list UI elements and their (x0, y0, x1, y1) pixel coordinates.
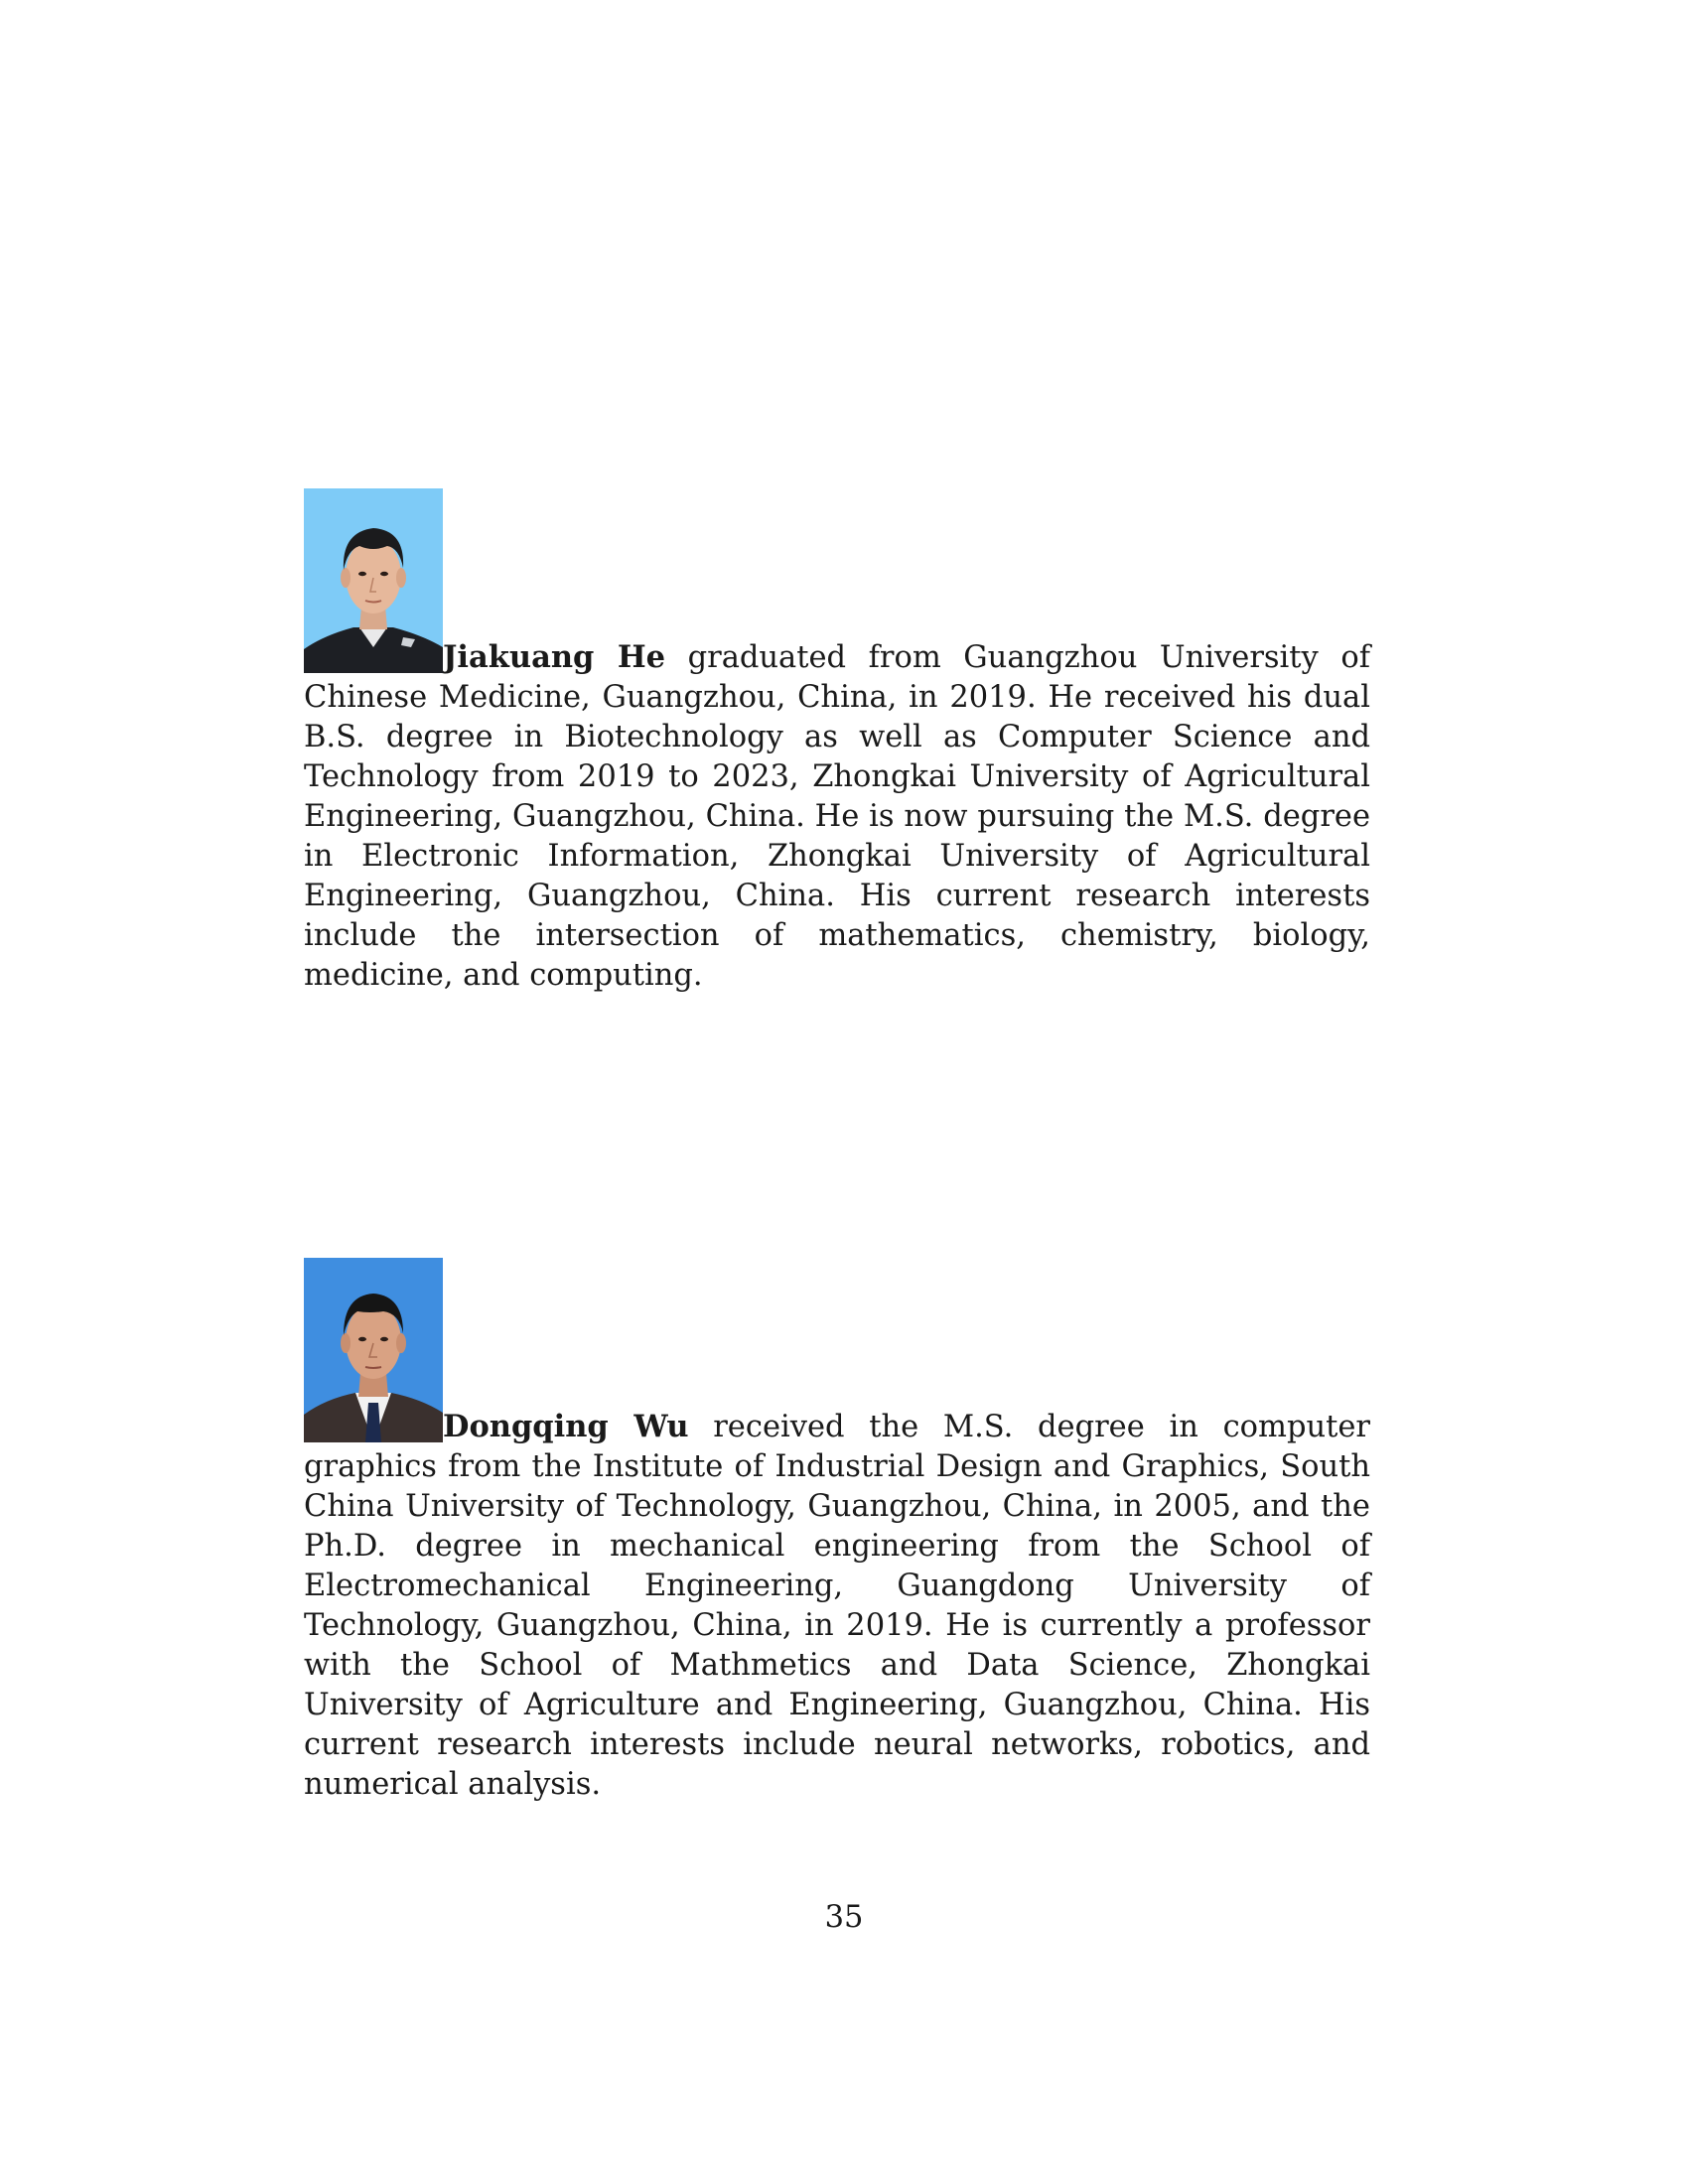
bio-jiakuang-he (304, 482, 1370, 996)
author-name: Dongqing Wu (443, 1409, 689, 1444)
page-number: 35 (824, 1900, 864, 1935)
author-name: Jiakuang He (443, 639, 666, 675)
portrait-photo-dongqing-wu (304, 1258, 443, 1442)
portrait-photo-jiakuang-he (304, 488, 443, 673)
bio-text: received the M.S. degree in computer graphics from the Institute of Industrial Design and Graphics, South China University of Technology, Guangzhou, China, in 2005, and the Ph.D. degree in mechanical engineering from the School of Electromechanical Engineering, Guangdong University of Technology, Guangzhou, China, in 2019. He is currently a professor with the School of Mathmetics and Data Science, Zhongkai University of Agriculture and Engineering, Guangzhou, China. His current research interests include neural networks, robotics, and numerical analysis. (304, 1410, 1370, 1802)
bio-dongqing-wu (304, 1252, 1370, 1805)
bio-text: graduated from Guangzhou University of Chinese Medicine, Guangzhou, China, in 2019. He received his dual B.S. degree in Biotechnology as well as Computer Science and Technology from 2019 to 2023, Zhongkai University of Agricultural Engineering, Guangzhou, China. He is now pursuing the M.S. degree in Electronic Information, Zhongkai University of Agricultural Engineering, Guangzhou, China. His current research interests include the intersection of mathematics, chemistry, biology, medicine, and computing. (304, 640, 1370, 993)
